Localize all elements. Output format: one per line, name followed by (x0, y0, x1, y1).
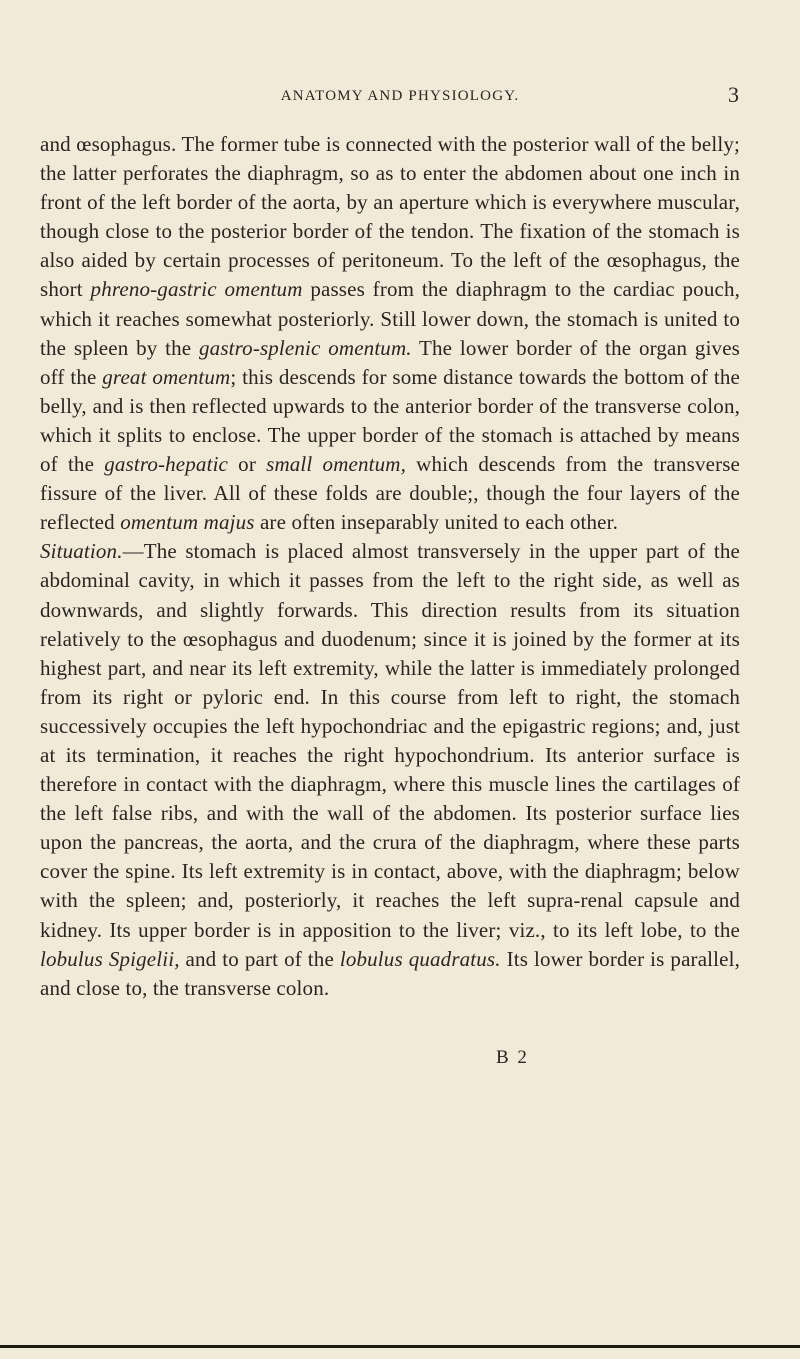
italic-term: omentum majus (120, 510, 255, 535)
text-run: are often inseparably united to each other. (254, 510, 619, 535)
text-run: passes from the diaphragm to the cardiac pouch, which it reaches somewhat posteriorly. Still lower down, the stomach is united to the spleen by the (40, 277, 741, 360)
paragraph-fixation (40, 130, 740, 537)
italic-term: gastro-hepatic (104, 452, 229, 477)
text-run: —The stomach is placed almost transversely in the upper part of the abdominal cavity, in which it passes from the left to the right side, as well as downwards, and slightly forwards. This direction results from its situation relatively to the œsophagus and duodenum; since it is joined by the former at its highest part, and near its left extremity, while the latter is immediately prolonged from its right or pyloric end. In this course from left to right, the stomach successively occupies the left hypochondriac and the epigastric regions; and, just at its termination, it reaches the right hypochondrium. Its anterior surface is therefore in contact with the diaphragm, where this muscle lines the cartilages of the left false ribs, and with the wall of the abdomen. Its posterior surface lies upon the pancreas, the aorta, and the crura of the diaphragm, where these parts cover the spine. Its left extremity is in contact, above, with the diaphragm; below with the spleen; and, posteriorly, it reaches the left supra-renal capsule and kidney. Its upper border is in apposition to the liver; viz., to its left lobe, to the (40, 539, 740, 942)
text-run: and to part of the (179, 946, 340, 971)
paragraph-situation (40, 537, 740, 1003)
page-edge-divider (0, 1345, 800, 1348)
italic-term: small omentum, (266, 452, 406, 477)
section-heading: Situation. (40, 539, 123, 564)
text-run: which descends from the transverse fissure of the liver. All of these folds are double;, though the four layers of the reflected (40, 452, 741, 535)
text-run: ; this descends for some distance towards the bottom of the belly, and is then reflected upwards to the anterior border of the transverse colon, which it splits to enclose. The upper border of the stomach is attached by means of the (40, 364, 740, 477)
italic-term: lobulus quadratus. (339, 946, 501, 971)
italic-term: gastro-splenic omentum. (199, 335, 412, 360)
text-run: and œsophagus. The former tube is connected with the posterior wall of the belly; the latter perforates the diaphragm, so as to enter the abdomen about one inch in front of the left border of the aorta, by an aperture which is everywhere muscular, though close to the posterior border of the tendon. The fixation of the stomach is also aided by certain processes of peritoneum. To the left of the œsophagus, the short (40, 132, 740, 302)
page-number: 3 (728, 82, 739, 107)
body-text (40, 130, 740, 1003)
text-run: or (228, 452, 267, 477)
signature-mark: B 2 (496, 1047, 529, 1068)
italic-term: lobulus Spigelii, (40, 946, 180, 971)
text-run: Its lower border is parallel, and close to, the transverse colon. (40, 946, 740, 1000)
text-run: The lower border of the organ gives off the (40, 335, 740, 389)
running-title: ANATOMY AND PHYSIOLOGY. (280, 88, 520, 104)
italic-term: great omentum (102, 364, 231, 389)
italic-term: phreno-gastric omentum (90, 277, 303, 302)
